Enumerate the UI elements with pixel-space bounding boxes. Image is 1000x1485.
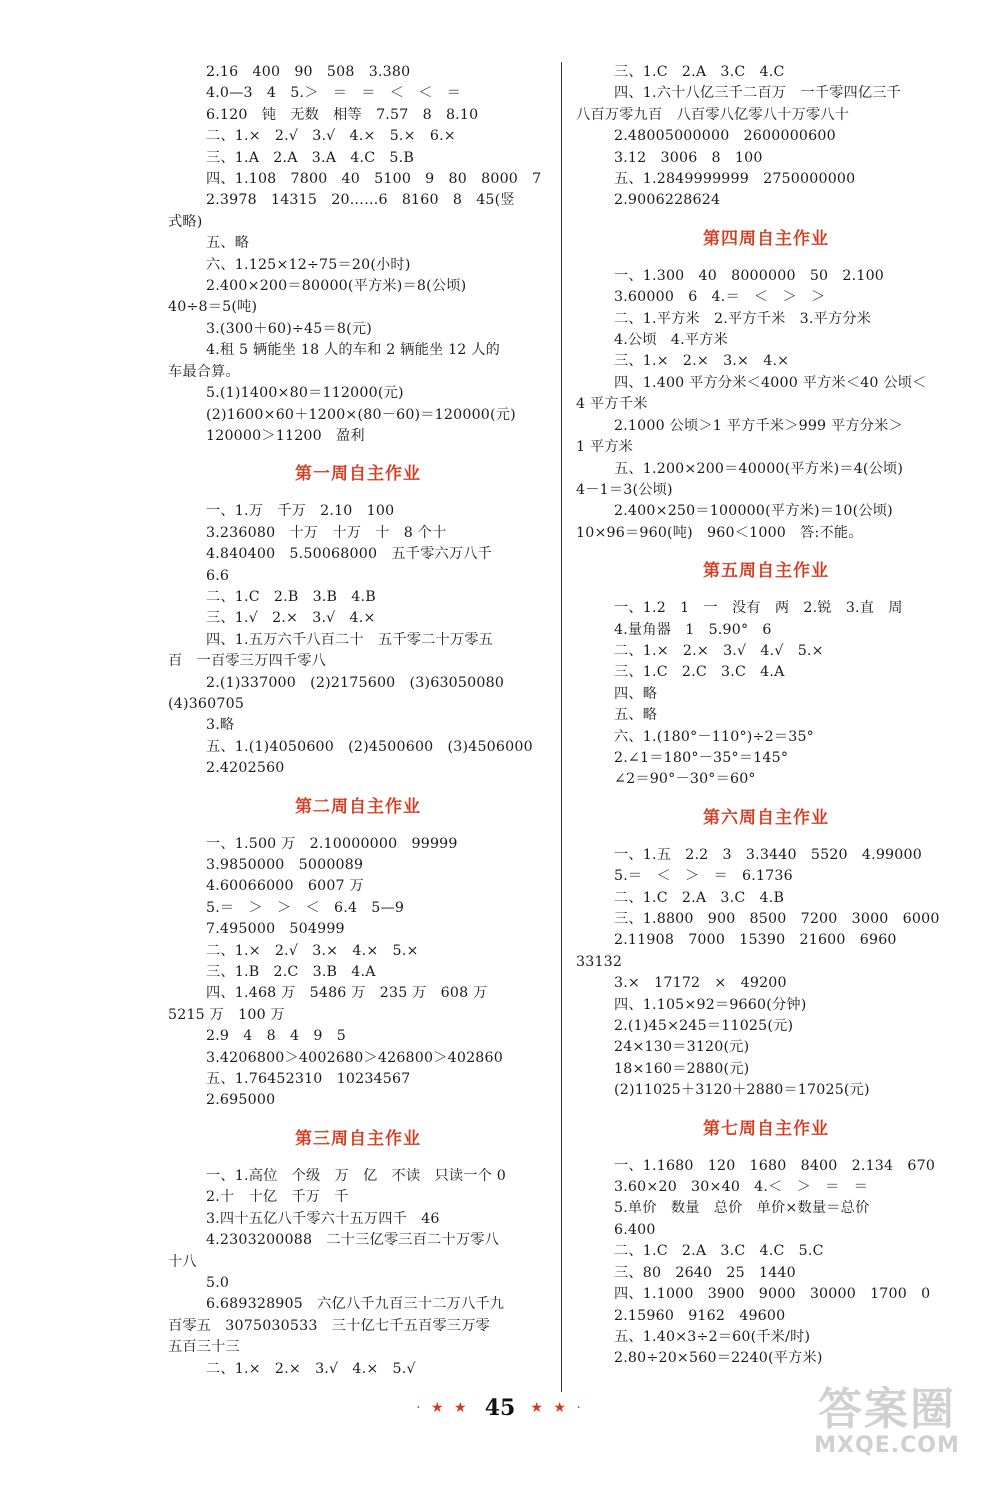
section-heading: 第一周自主作业 — [295, 464, 421, 485]
answer-line: 百 一百零三万四千零八 — [168, 653, 327, 670]
answer-line: 3.12 3006 8 100 — [614, 149, 763, 166]
answer-line: 一、1.2 1 一 没有 两 2.锐 3.直 周 — [614, 600, 903, 617]
answer-line: 10×96＝960(吨) 960＜1000 答:不能。 — [576, 524, 863, 541]
answer-line: ∠2＝90°－30°＝60° — [614, 771, 756, 788]
answer-line: 五、略 — [614, 707, 658, 724]
answer-line: 五、略 — [206, 235, 250, 252]
answer-line: 3.略 — [206, 717, 235, 734]
answer-line: 4.量角器 1 5.90° 6 — [614, 621, 772, 638]
answer-line: 一、1.300 40 8000000 50 2.100 — [614, 267, 885, 284]
answer-line: 4.2303200088 二十三亿零三百二十万零八 — [206, 1232, 499, 1249]
answer-line: 5.0 — [206, 1274, 230, 1291]
answer-line: 三、1.× 2.× 3.× 4.× — [614, 353, 790, 370]
answer-line: 2.15960 9162 49600 — [614, 1307, 786, 1324]
page-number: 45 — [484, 1395, 516, 1421]
answer-line: 120000＞11200 盈利 — [206, 427, 365, 444]
answer-line: 三、80 2640 25 1440 — [614, 1264, 796, 1281]
answer-line: 四、1.105×92＝9660(分钟) — [614, 996, 807, 1013]
answer-line: 5.(1)1400×80＝112000(元) — [206, 385, 404, 402]
answer-line: 5.单价 数量 总价 单价×数量＝总价 — [614, 1200, 870, 1217]
answer-line: 4.60066000 6007 万 — [206, 878, 364, 895]
answer-line: 二、1.C 2.B 3.B 4.B — [206, 588, 376, 605]
answer-line: 一、1.五 2.2 3 3.3440 5520 4.99000 — [614, 846, 922, 863]
answer-line: 三、1.√ 2.× 3.√ 4.× — [206, 610, 376, 627]
answer-line: 车最合算。 — [168, 363, 240, 380]
section-heading: 第三周自主作业 — [295, 1128, 421, 1149]
column-divider — [561, 62, 562, 1392]
section-heading: 第七周自主作业 — [703, 1118, 829, 1139]
answer-line: 1 平方米 — [576, 439, 634, 456]
answer-line: 四、1.六十八亿三千二百万 一千零四亿三千 — [614, 85, 902, 102]
answer-line: 2.400×250＝100000(平方米)＝10(公顷) — [614, 503, 893, 520]
answer-line: 40÷8＝5(吨) — [168, 299, 258, 316]
answer-line: 四、1.五万六千八百二十 五千零二十万零五 — [206, 631, 494, 648]
answer-line: 2.3978 14315 20……6 8160 8 45(竖 — [206, 192, 515, 209]
watermark-text: 答案圈 — [818, 1384, 956, 1435]
answer-line: 33132 — [576, 953, 623, 970]
answer-line: 4.公顷 4.平方米 — [614, 332, 728, 349]
answer-line: 7.495000 504999 — [206, 921, 345, 938]
answer-line: 四、1.1000 3900 9000 30000 1700 0 — [614, 1286, 931, 1303]
answer-line: 6.689328905 六亿八千九百三十二万八千九 — [206, 1296, 505, 1313]
answer-line: 三、1.C 2.C 3.C 4.A — [614, 664, 785, 681]
answer-line: 一、1.1680 120 1680 8400 2.134 670 — [614, 1157, 936, 1174]
answer-line: 18×160＝2880(元) — [614, 1060, 750, 1077]
answer-line: 2.十 十亿 千万 千 — [206, 1189, 349, 1206]
answer-line: 2.11908 7000 15390 21600 6960 — [614, 932, 897, 949]
answer-line: 二、1.× 2.× 3.√ 4.× 5.√ — [206, 1360, 416, 1377]
answer-line: 3.× 17172 × 49200 — [614, 975, 787, 992]
answer-column-left — [168, 62, 548, 1380]
answer-line: 4.0—3 4 5.＞ ＝ ＝ ＜ ＜ ＝ — [206, 85, 462, 102]
watermark-logo — [792, 1384, 982, 1467]
answer-line: 2.4202560 — [206, 760, 285, 777]
answer-line: 三、1.B 2.C 3.B 4.A — [206, 964, 376, 981]
answer-line: (2)1600×60＋1200×(80－60)＝120000(元) — [206, 406, 516, 423]
answer-line: 2.(1)337000 (2)2175600 (3)63050080 — [206, 674, 505, 691]
answer-line: 2.80÷20×560＝2240(平方米) — [614, 1350, 823, 1367]
section-heading: 第二周自主作业 — [295, 796, 421, 817]
answer-line: 十八 — [168, 1253, 197, 1270]
answer-line: 3.4206800＞4002680＞426800＞402860 — [206, 1049, 503, 1066]
answer-line: 一、1.高位 个级 万 亿 不读 只读一个 0 — [206, 1167, 506, 1184]
answer-line: 4.租 5 辆能坐 18 人的车和 2 辆能坐 12 人的 — [206, 342, 501, 359]
answer-line: 二、1.× 2.√ 3.× 4.× 5.× — [206, 942, 419, 959]
answer-line: 三、1.A 2.A 3.A 4.C 5.B — [206, 149, 414, 166]
answer-line: 八百万零九百 八百零八亿零八十万零八十 — [576, 106, 850, 123]
answer-line: 6.120 钝 无数 相等 7.57 8 8.10 — [206, 106, 479, 123]
answer-line: 3.60000 6 4.＝ ＜ ＞ ＞ — [614, 289, 826, 306]
answer-line: 2.1000 公顷＞1 平方千米＞999 平方分米＞ — [614, 417, 903, 434]
star-decoration-right: ★ ★ · — [530, 1400, 584, 1416]
answer-line: 2.9 4 8 4 9 5 — [206, 1028, 346, 1045]
answer-line: 二、1.× 2.√ 3.√ 4.× 5.× 6.× — [206, 128, 456, 145]
answer-line: 2.695000 — [206, 1092, 276, 1109]
answer-line: 3.(300＋60)÷45＝8(元) — [206, 320, 372, 337]
answer-line: 5215 万 100 万 — [168, 1006, 285, 1023]
answer-line: 3.四十五亿八千零六十五万四千 46 — [206, 1210, 440, 1227]
star-decoration-left: · ★ ★ — [416, 1400, 470, 1416]
answer-line: 3.236080 十万 十万 十 8 个十 — [206, 524, 447, 541]
answer-line: 6.6 — [206, 567, 230, 584]
answer-line: 五、1.2849999999 2750000000 — [614, 171, 856, 188]
answer-line: 五、1.40×3÷2＝60(千米/时) — [614, 1328, 811, 1345]
answer-line: 百零五 3075030533 三十亿七千五百零三万零 — [168, 1317, 490, 1334]
answer-line: 一、1.500 万 2.10000000 99999 — [206, 835, 458, 852]
watermark-url: MXQE.COM — [814, 1433, 960, 1458]
answer-line: 5.＝ ＞ ＞ ＜ 6.4 5—9 — [206, 899, 405, 916]
answer-line: 四、1.108 7800 40 5100 9 80 8000 7 — [206, 171, 542, 188]
answer-line: 式略) — [168, 213, 203, 230]
answer-line: 四、1.468 万 5486 万 235 万 608 万 — [206, 985, 488, 1002]
answer-line: 一、1.万 千万 2.10 100 — [206, 503, 395, 520]
answer-line: 二、1.平方米 2.平方千米 3.平方分米 — [614, 310, 872, 327]
answer-line: 2.9006228624 — [614, 192, 721, 209]
answer-line: 2.∠1＝180°－35°＝145° — [614, 749, 789, 766]
answer-line: 五、1.(1)4050600 (2)4500600 (3)4506000 — [206, 738, 533, 755]
answer-line: (4)360705 — [168, 695, 245, 712]
answer-line: 2.48005000000 2600000600 — [614, 128, 836, 145]
answer-line: 3.9850000 5000089 — [206, 857, 364, 873]
answer-line: 4.840400 5.50068000 五千零六万八千 — [206, 546, 493, 563]
answer-line: 4 平方千米 — [576, 396, 648, 413]
answer-line: 2.16 400 90 508 3.380 — [206, 64, 411, 80]
answer-line: 2.400×200＝80000(平方米)＝8(公顷) — [206, 278, 467, 295]
section-heading: 第五周自主作业 — [703, 561, 829, 582]
answer-line: 二、1.× 2.× 3.√ 4.√ 5.× — [614, 642, 824, 659]
answer-line: 2.(1)45×245＝11025(元) — [614, 1018, 794, 1035]
answer-line: 5.＝ ＜ ＞ ＝ 6.1736 — [614, 868, 793, 885]
answer-line: 二、1.C 2.A 3.C 4.C 5.C — [614, 1243, 824, 1260]
answer-line: 三、1.8800 900 8500 7200 3000 6000 — [614, 911, 940, 927]
answer-column-right — [576, 62, 956, 1370]
answer-line: 五、1.76452310 10234567 — [206, 1071, 411, 1088]
answer-line: 6.400 — [614, 1221, 656, 1238]
answer-line: 24×130＝3120(元) — [614, 1039, 750, 1056]
answer-line: 二、1.C 2.A 3.C 4.B — [614, 889, 785, 906]
answer-line: 六、1.125×12÷75＝20(小时) — [206, 256, 411, 273]
answer-line: 五百三十三 — [168, 1339, 240, 1356]
section-heading: 第六周自主作业 — [703, 807, 829, 828]
answer-line: 三、1.C 2.A 3.C 4.C — [614, 64, 785, 80]
answer-line: 六、1.(180°－110°)÷2＝35° — [614, 728, 814, 745]
answer-line: 四、略 — [614, 685, 658, 702]
answer-line: 五、1.200×200＝40000(平方米)＝4(公顷) — [614, 460, 904, 477]
answer-line: (2)11025＋3120＋2880＝17025(元) — [614, 1082, 870, 1099]
answer-line: 4－1＝3(公顷) — [576, 481, 673, 498]
answer-line: 四、1.400 平方分米＜4000 平方米＜40 公顷＜ — [614, 374, 927, 391]
section-heading: 第四周自主作业 — [703, 228, 829, 249]
answer-line: 3.60×20 30×40 4.＜ ＞ ＝ ＝ — [614, 1179, 869, 1196]
